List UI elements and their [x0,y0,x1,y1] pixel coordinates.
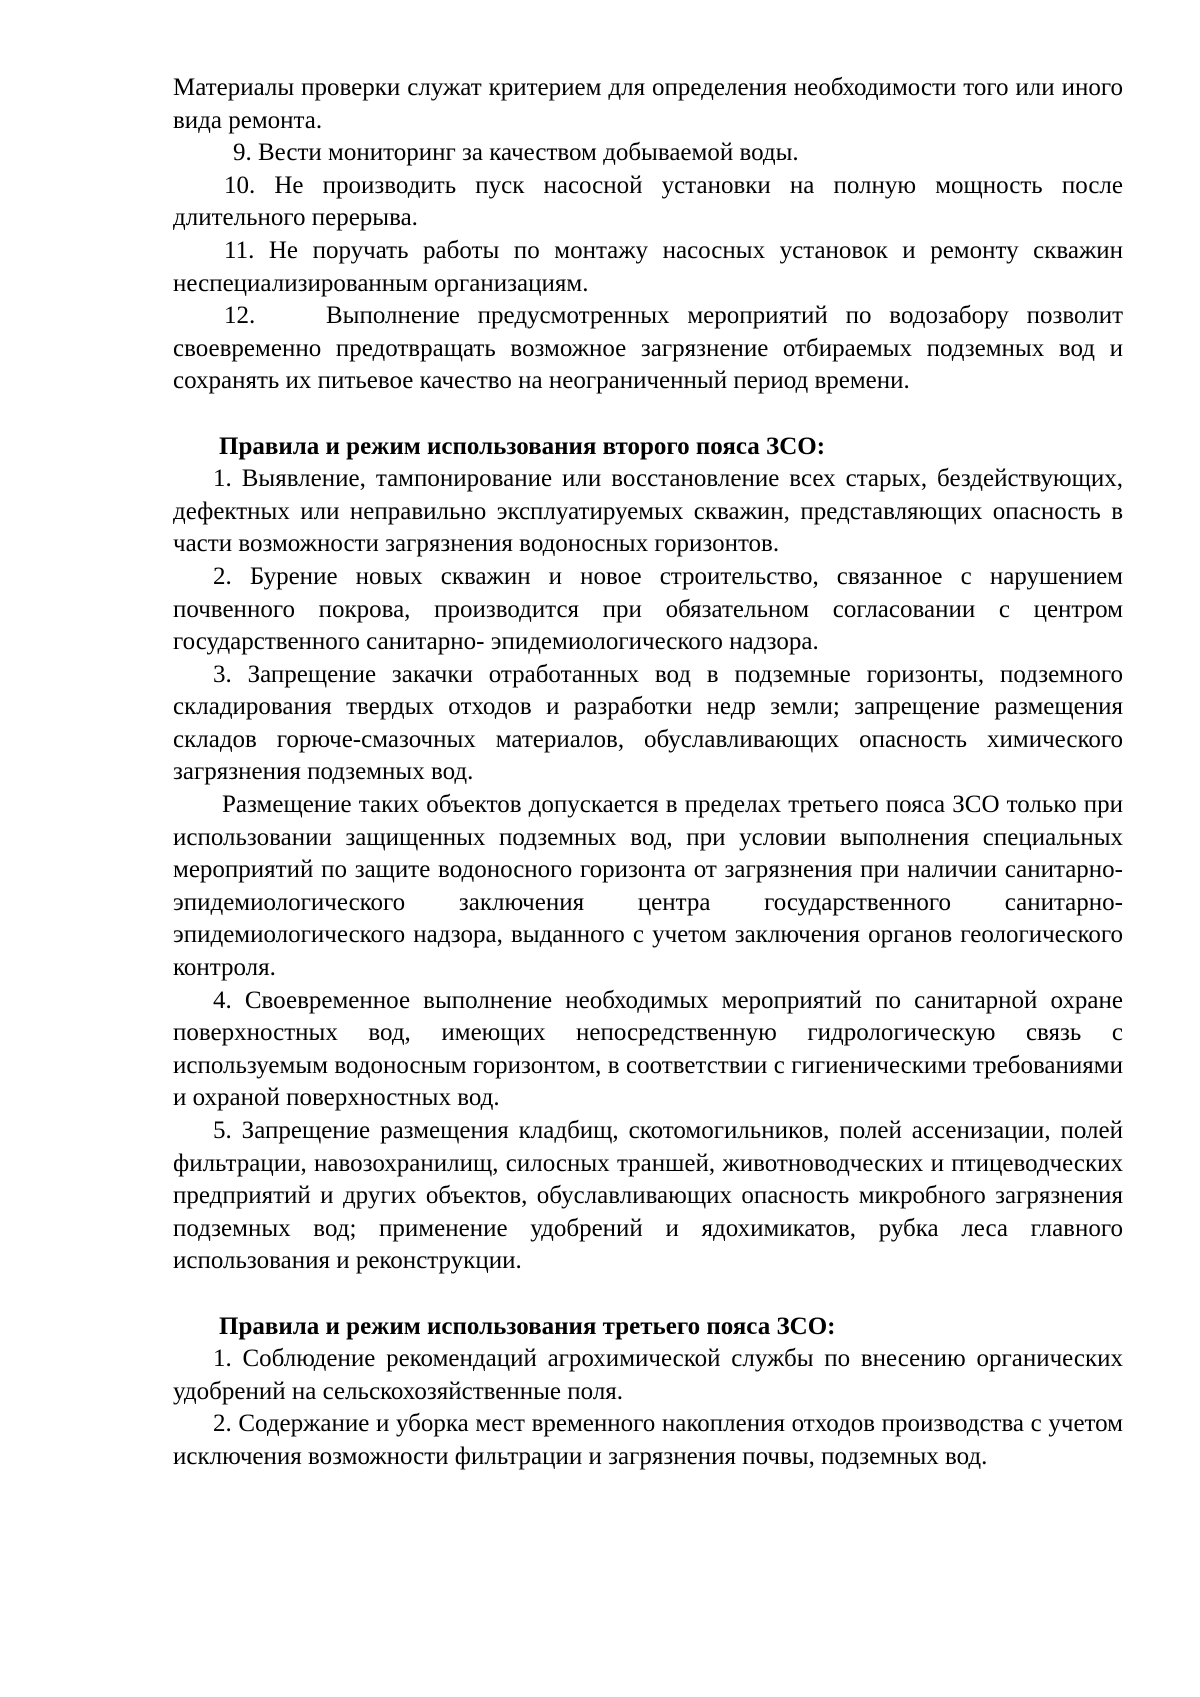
second-belt-item-2: 2. Бурение новых скважин и новое строительство, связанное с нарушением почвенного покрова, производится при обязательном согласовании с центром государственного санитарно- эпидемиологического надзора. [173,562,1123,656]
list-item-12-number: 12. [224,302,256,330]
second-belt-item-4: 4. Своевременное выполнение необходимых мероприятий по санитарной охране поверхностных вод, имеющих непосредственную гидрологическую связь с используемым водоносным горизонтом, в соответствии с гигиеническими требованиями и охраной поверхностных вод. [173,986,1123,1112]
second-belt-item-1: 1. Выявление, тампонирование или восстановление всех старых, бездействующих, дефектных или неправильно эксплуатируемых скважин, представляющих опасность в части возможности загрязнения водоносных горизонтов. [173,465,1123,558]
paragraph-materials: Материалы проверки служат критерием для определения необходимости того или иного вида ремонта. [173,74,1123,134]
spacer [173,1278,1123,1311]
spacer [173,398,1123,431]
heading-second-belt: Правила и режим использования второго пояса ЗСО: [219,432,826,460]
list-item-11: 11. Не поручать работы по монтажу насосных установок и ремонту скважин неспециализированным организациям. [173,236,1123,297]
list-item-12-text: Выполнение предусмотренных мероприятий по водозабору позволит своевременно предотвращать возможное загрязнение отбираемых подземных вод и сохранять их питьевое качество на неограниченный период времени. [173,302,1123,395]
list-item-12 [173,300,1123,398]
document-page [173,72,1123,1474]
second-belt-item-3: 3. Запрещение закачки отработанных вод в подземные горизонты, подземного складирования твердых отходов и разработки недр земли; запрещение размещения складов горюче-смазочных материалов, обуславливающих опасность химического загрязнения подземных вод. [173,660,1123,786]
second-belt-item-3-note: Размещение таких объектов допускается в пределах третьего пояса ЗСО только при использовании защищенных подземных вод, при условии выполнения специальных мероприятий по защите водоносного горизонта от загрязнения при наличии санитарно-эпидемиологического заключения центра государственного санитарно-эпидемиологического надзора, выданного с учетом заключения органов геологического контроля. [173,791,1123,982]
third-belt-item-2: 2. Содержание и уборка мест временного накопления отходов производства с учетом исключения возможности фильтрации и загрязнения почвы, подземных вод. [173,1410,1123,1470]
heading-third-belt: Правила и режим использования третьего пояса ЗСО: [219,1312,836,1340]
second-belt-item-5: 5. Запрещение размещения кладбищ, скотомогильников, полей ассенизации, полей фильтрации, навозохранилищ, силосных траншей, животноводческих и птицеводческих предприятий и других объектов, обуславливающих опасность микробного загрязнения подземных вод; применение удобрений и ядохимикатов, рубка леса главного использования и реконструкции. [173,1117,1123,1275]
third-belt-item-1: 1. Соблюдение рекомендаций агрохимической службы по внесению органических удобрений на сельскохозяйственные поля. [173,1345,1123,1405]
list-item-10: 10. Не производить пуск насосной установки на полную мощность после длительного перерыва. [173,171,1123,232]
list-item-9: 9. Вести мониторинг за качеством добываемой воды. [233,139,799,167]
